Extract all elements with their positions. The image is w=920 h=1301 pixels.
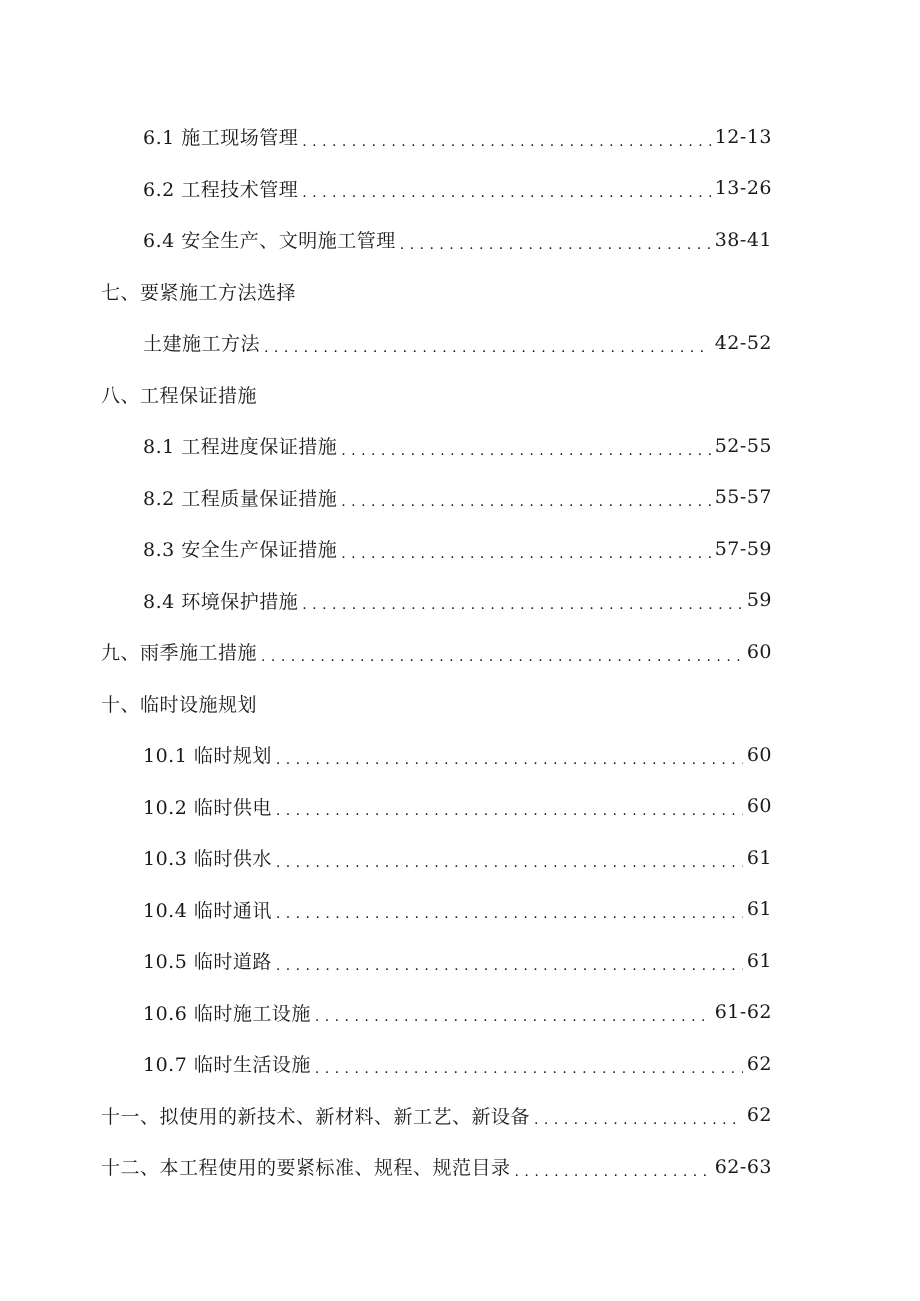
toc-entry[interactable] — [0, 832, 920, 884]
toc-entry-label: 10.1 临时规划 — [143, 745, 272, 768]
toc-entry-page: 60 — [746, 640, 772, 663]
dot-leader — [276, 747, 743, 767]
toc-entry-label: 土建施工方法 — [143, 333, 261, 356]
toc-entry-page: 55-57 — [714, 486, 772, 509]
toc-entry[interactable] — [0, 781, 920, 833]
toc-entry-label: 6.1 施工现场管理 — [143, 127, 299, 150]
toc-entry-label: 10.5 临时道路 — [143, 951, 272, 974]
toc-entry-page: 61 — [746, 898, 772, 921]
dot-leader — [276, 798, 743, 818]
toc-entry-page: 38-41 — [714, 228, 772, 251]
dot-leader — [302, 129, 710, 149]
dot-leader — [315, 1004, 711, 1024]
toc-entry-page: 61 — [746, 949, 772, 972]
toc-entry-label: 10.7 临时生活设施 — [143, 1054, 311, 1077]
toc-entry[interactable] — [0, 420, 920, 472]
toc-entry-page: 61-62 — [714, 1001, 772, 1024]
dot-leader — [515, 1159, 711, 1179]
toc-entry[interactable] — [0, 884, 920, 936]
toc-entry-page: 60 — [746, 795, 772, 818]
dot-leader — [261, 644, 743, 664]
dot-leader — [534, 1107, 743, 1127]
toc-entry[interactable] — [0, 935, 920, 987]
dot-leader — [302, 180, 710, 200]
toc-entry-label: 十、临时设施规划 — [101, 693, 258, 716]
toc-entry[interactable] — [0, 111, 920, 163]
toc-entry-label: 十一、拟使用的新技术、新材料、新工艺、新设备 — [101, 1105, 531, 1128]
toc-section-heading[interactable] — [0, 266, 920, 318]
toc-entry-label: 10.6 临时施工设施 — [143, 1002, 311, 1025]
dot-leader — [276, 901, 743, 921]
toc-entry-page: 62 — [746, 1052, 772, 1075]
dot-leader — [276, 850, 743, 870]
table-of-contents — [0, 111, 920, 1193]
toc-entry[interactable] — [0, 163, 920, 215]
toc-entry-label: 8.3 安全生产保证措施 — [143, 539, 338, 562]
dot-leader — [400, 232, 711, 252]
toc-entry-page: 62-63 — [714, 1155, 772, 1178]
toc-entry-label: 10.3 临时供水 — [143, 848, 272, 871]
toc-entry[interactable] — [0, 472, 920, 524]
toc-entry-label: 九、雨季施工措施 — [101, 642, 258, 665]
dot-leader — [341, 541, 710, 561]
dot-leader — [315, 1056, 743, 1076]
toc-entry-page: 12-13 — [714, 125, 772, 148]
toc-entry-label: 8.2 工程质量保证措施 — [143, 487, 338, 510]
toc-entry[interactable] — [0, 317, 920, 369]
toc-entry-label: 八、工程保证措施 — [101, 384, 258, 407]
toc-entry-label: 8.4 环境保护措施 — [143, 590, 299, 613]
toc-entry-page: 62 — [746, 1104, 772, 1127]
toc-entry-label: 6.4 安全生产、文明施工管理 — [143, 230, 396, 253]
toc-entry-page: 57-59 — [714, 537, 772, 560]
toc-entry[interactable] — [0, 523, 920, 575]
toc-entry-page: 42-52 — [714, 331, 772, 354]
dot-leader — [302, 592, 743, 612]
toc-entry-page: 60 — [746, 743, 772, 766]
toc-entry-label: 十二、本工程使用的要紧标准、规程、规范目录 — [101, 1157, 511, 1180]
dot-leader — [341, 438, 710, 458]
dot-leader — [341, 489, 710, 509]
toc-section-heading[interactable] — [0, 369, 920, 421]
toc-entry[interactable] — [0, 987, 920, 1039]
dot-leader — [264, 335, 711, 355]
toc-section-entry[interactable] — [0, 1090, 920, 1142]
toc-entry-label: 10.2 临时供电 — [143, 796, 272, 819]
toc-entry[interactable] — [0, 575, 920, 627]
toc-entry[interactable] — [0, 214, 920, 266]
toc-section-entry[interactable] — [0, 1141, 920, 1193]
toc-entry-label: 七、要紧施工方法选择 — [101, 281, 297, 304]
toc-entry[interactable] — [0, 1038, 920, 1090]
toc-entry-page: 59 — [746, 589, 772, 612]
toc-entry-label: 10.4 临时通讯 — [143, 899, 272, 922]
toc-entry-label: 6.2 工程技术管理 — [143, 178, 299, 201]
dot-leader — [276, 953, 743, 973]
toc-section-entry[interactable] — [0, 626, 920, 678]
toc-entry-page: 13-26 — [714, 177, 772, 200]
toc-entry-page: 52-55 — [714, 434, 772, 457]
toc-entry-page: 61 — [746, 846, 772, 869]
toc-entry-label: 8.1 工程进度保证措施 — [143, 436, 338, 459]
toc-entry[interactable] — [0, 729, 920, 781]
toc-section-heading[interactable] — [0, 678, 920, 730]
